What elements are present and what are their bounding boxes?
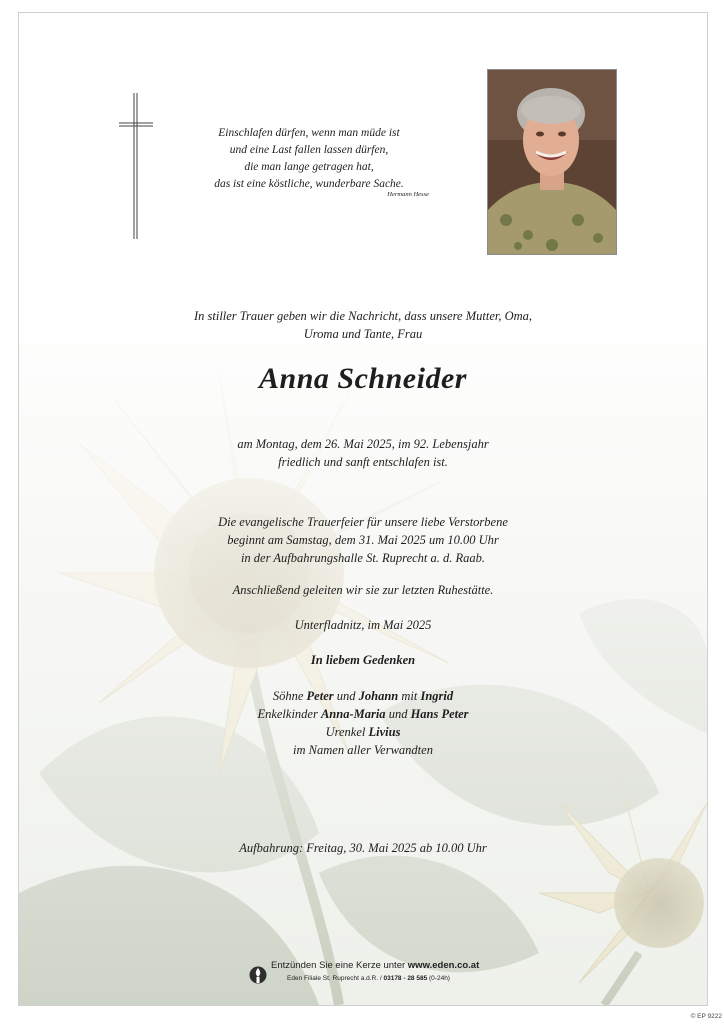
intro-line: In stiller Trauer geben wir die Nachricht, dass unsere Mutter, Oma, [193, 309, 533, 323]
intro-text [19, 307, 707, 343]
footer-branch: Eden Filiale St. Ruprecht a.d.R. / [287, 975, 382, 982]
grandchild-name: Hans Peter [410, 707, 469, 721]
burial-text: Anschließend geleiten wir sie zur letzten Ruhestätte. [232, 583, 494, 597]
quote-author: Hermann Hesse [387, 191, 429, 198]
intro-line: Uroma und Tante, Frau [303, 327, 423, 341]
footer-phone: 03178 - 28 585 [383, 975, 428, 982]
connector: und [336, 689, 356, 703]
deceased-name: Anna Schneider [259, 362, 467, 395]
footer-url-link[interactable]: www.eden.co.at [407, 960, 480, 971]
death-notice [19, 435, 707, 471]
funeral-info [19, 513, 707, 567]
family-grandchildren [19, 705, 707, 723]
great-grandchild-name: Livius [368, 725, 401, 739]
footer-candle-text: Entzünden Sie eine Kerze unter [271, 960, 406, 971]
quote-line: die man lange getragen hat, [244, 161, 374, 173]
grandchild-name: Anna-Maria [320, 707, 386, 721]
in-law-name: Ingrid [420, 689, 454, 703]
family-great-grandchild [19, 723, 707, 741]
parte-sheet [18, 12, 708, 1006]
quote-line: Einschlafen dürfen, wenn man müde ist [218, 127, 400, 139]
document-code: © EP 9222 [690, 1013, 722, 1020]
son-name: Johann [358, 689, 399, 703]
quote-block [189, 125, 429, 199]
place-date: Unterfladnitz, im Mai 2025 [294, 618, 432, 632]
funeral-line: Die evangelische Trauerfeier für unsere liebe Verstorbene [218, 515, 508, 529]
great-prefix: Urenkel [325, 725, 366, 739]
viewing-info: Aufbahrung: Freitag, 30. Mai 2025 ab 10.00 Uhr [239, 841, 487, 855]
candle-logo-icon [249, 962, 267, 988]
quote-line: und eine Last fallen lassen dürfen, [229, 144, 389, 156]
funeral-line: beginnt am Samstag, dem 31. Mai 2025 um 10.00 Uhr [227, 533, 499, 547]
funeral-line: in der Aufbahrungshalle St. Ruprecht a. d. Raab. [240, 551, 486, 565]
footer-hours: (0-24h) [429, 975, 450, 982]
quote-line: das ist eine köstliche, wunderbare Sache. [214, 178, 404, 190]
footer-line1 [271, 960, 479, 971]
family-all: im Namen aller Verwandten [293, 743, 433, 757]
portrait-photo [487, 69, 617, 255]
grand-prefix: Enkelkinder [257, 707, 318, 721]
death-line: friedlich und sanft entschlafen ist. [278, 455, 448, 469]
son-name: Peter [306, 689, 334, 703]
memory-heading: In liebem Gedenken [310, 653, 416, 667]
death-line: am Montag, dem 26. Mai 2025, im 92. Lebensjahr [237, 437, 489, 451]
family-sons [19, 687, 707, 705]
sons-prefix: Söhne [272, 689, 304, 703]
connector: mit [401, 689, 418, 703]
footer-line2 [287, 975, 450, 982]
cross-icon [119, 93, 153, 239]
connector: und [388, 707, 408, 721]
family-list [19, 687, 707, 759]
